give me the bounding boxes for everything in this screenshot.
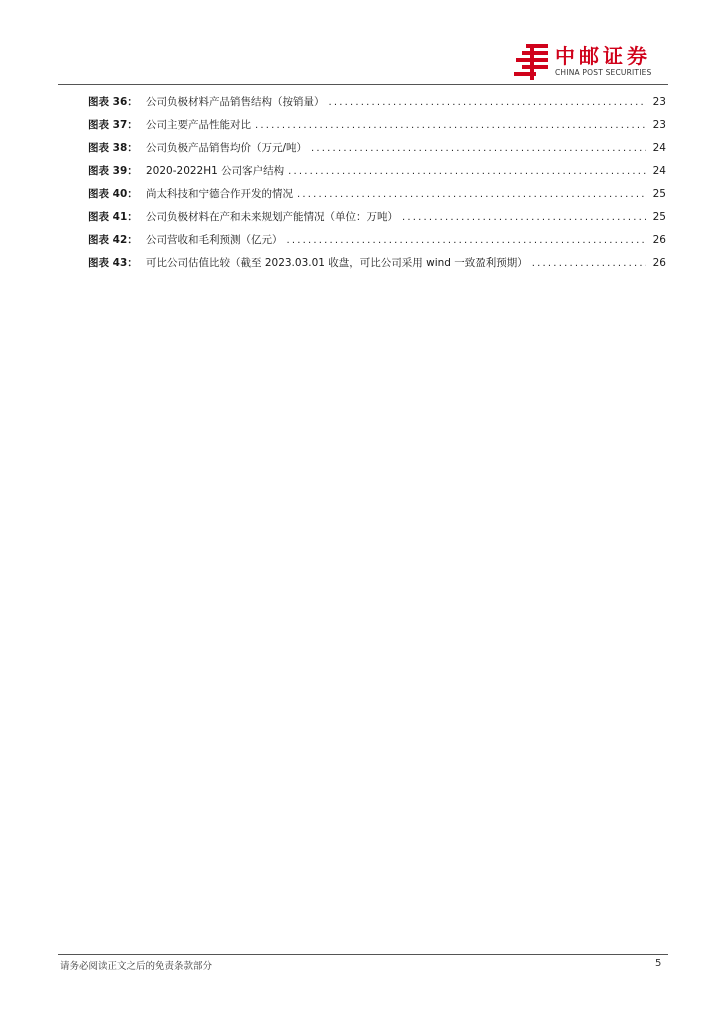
toc-entry-page: 24	[652, 165, 666, 177]
toc-entry-title: 尚太科技和宁德合作开发的情况	[146, 188, 293, 200]
toc-leader-dots	[297, 189, 646, 200]
toc-leader-dots	[402, 212, 646, 223]
page-header	[0, 0, 724, 86]
company-logo	[512, 42, 672, 82]
toc-entry-title: 公司负极材料在产和未来规划产能情况（单位：万吨）	[146, 211, 398, 223]
toc-entry-page: 26	[652, 257, 666, 269]
toc-entry[interactable]	[88, 209, 666, 232]
toc-entry[interactable]	[88, 232, 666, 255]
disclaimer-note: 请务必阅读正文之后的免责条款部分	[60, 961, 213, 972]
footer-divider	[58, 954, 668, 955]
toc-entry[interactable]	[88, 94, 666, 117]
china-post-logo-icon	[512, 42, 552, 82]
toc-leader-dots	[532, 258, 646, 269]
toc-entry-page: 23	[652, 119, 666, 131]
toc-entry[interactable]	[88, 186, 666, 209]
toc-entry-title: 公司营收和毛利预测（亿元）	[146, 234, 283, 246]
toc-entry-page: 24	[652, 142, 666, 154]
toc-entry-title: 公司负极产品销售均价（万元/吨）	[146, 142, 308, 154]
toc-entry-title: 公司主要产品性能对比	[146, 119, 251, 131]
toc-entry-title: 2020-2022H1 公司客户结构	[146, 165, 285, 177]
toc-entry-title: 可比公司估值比较（截至 2023.03.01 收盘，可比公司采用 wind 一致盈利预期）	[146, 257, 528, 269]
toc-entry-page: 25	[652, 211, 666, 223]
figure-index-list	[88, 94, 666, 278]
toc-entry-label: 图表 36：	[88, 96, 138, 108]
toc-entry-page: 26	[652, 234, 666, 246]
toc-entry[interactable]	[88, 140, 666, 163]
logo-name: 中邮证券	[555, 44, 651, 68]
toc-leader-dots	[287, 235, 647, 246]
toc-leader-dots	[329, 97, 647, 108]
toc-entry[interactable]	[88, 255, 666, 278]
toc-entry[interactable]	[88, 163, 666, 186]
toc-entry-label: 图表 40：	[88, 188, 138, 200]
toc-entry-label: 图表 41：	[88, 211, 138, 223]
toc-entry[interactable]	[88, 117, 666, 140]
toc-entry-label: 图表 43：	[88, 257, 138, 269]
logo-subtitle: CHINA POST SECURITIES	[555, 68, 652, 77]
page-number: 5	[655, 958, 662, 969]
toc-leader-dots	[255, 120, 646, 131]
toc-entry-page: 23	[652, 96, 666, 108]
toc-leader-dots	[288, 166, 646, 177]
toc-entry-page: 25	[652, 188, 666, 200]
header-divider	[58, 84, 668, 85]
toc-entry-label: 图表 37：	[88, 119, 138, 131]
toc-entry-label: 图表 39：	[88, 165, 138, 177]
toc-entry-label: 图表 38：	[88, 142, 138, 154]
toc-entry-title: 公司负极材料产品销售结构（按销量）	[146, 96, 325, 108]
toc-entry-label: 图表 42：	[88, 234, 138, 246]
toc-leader-dots	[311, 143, 646, 154]
